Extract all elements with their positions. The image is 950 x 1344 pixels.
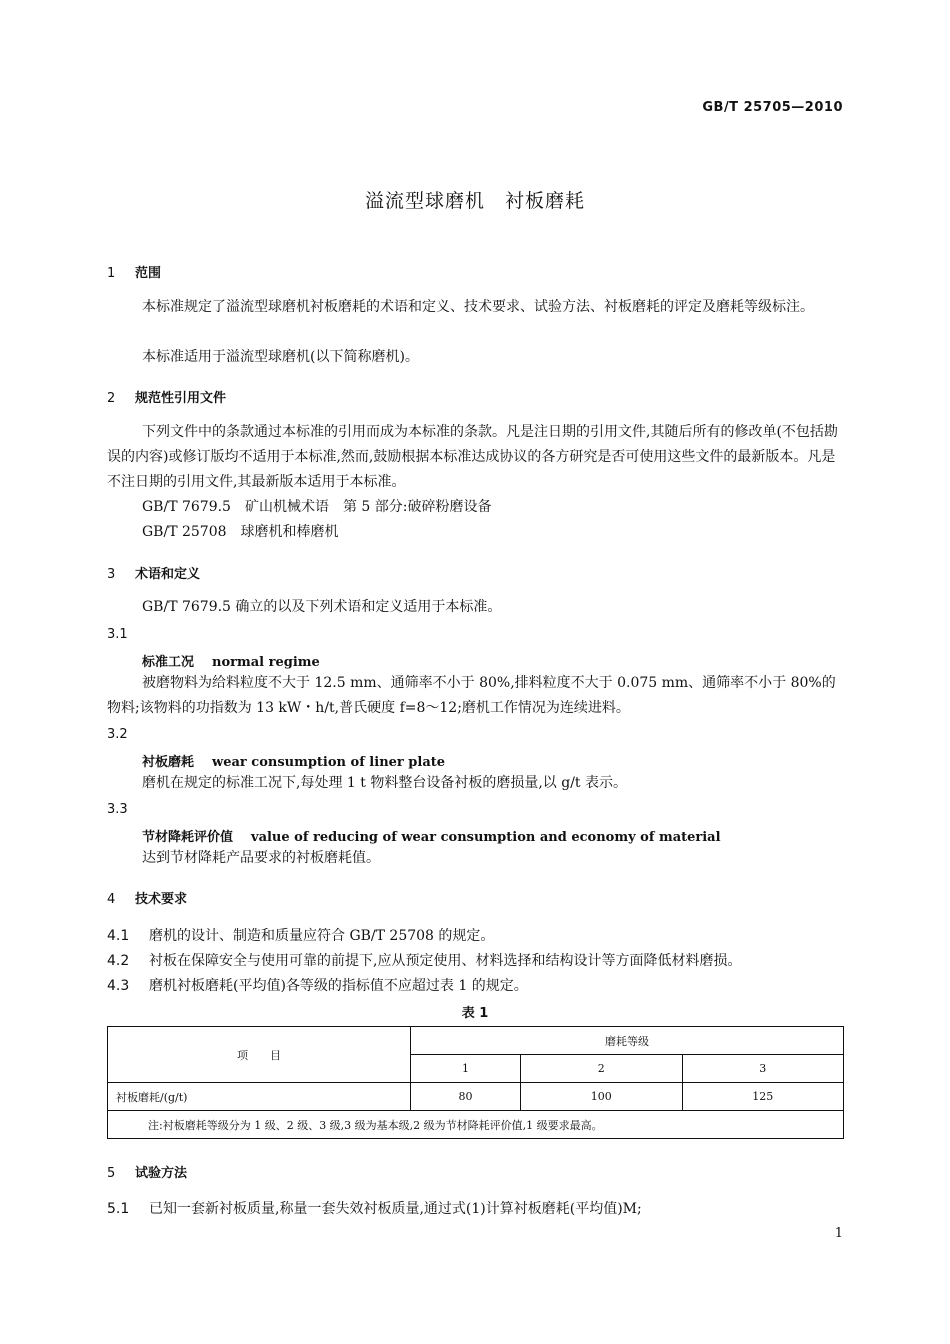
page-number: 1: [834, 1226, 843, 1241]
wear-grade-table: [107, 1026, 844, 1139]
section-number: 2: [107, 391, 116, 406]
clause-4-3: [107, 975, 528, 995]
term-heading: [142, 751, 445, 770]
grade-cell: 2: [521, 1055, 682, 1083]
clause-number: 4.2: [107, 953, 130, 969]
term-en: wear consumption of liner plate: [212, 755, 446, 770]
clause-text: 磨机衬板磨耗(平均值)各等级的指标值不应超过表 1 的规定。: [149, 978, 528, 994]
section-title: 术语和定义: [135, 567, 201, 582]
clause-number: 5.1: [107, 1201, 130, 1217]
section-title: 规范性引用文件: [135, 391, 227, 406]
reference-item: GB/T 25708 球磨机和棒磨机: [142, 524, 339, 540]
term-definition: 磨机在规定的标准工况下,每处理 1 t 物料整台设备衬板的磨损量,以 g/t 表示。: [142, 775, 627, 791]
references-paragraph: 下列文件中的条款通过本标准的引用而成为本标准的条款。凡是注日期的引用文件,其随后所有的修改单(不包括勘误的内容)或修订版均不适用于本标准,然而,鼓励根据本标准达成协议的各方研究是否可使用这些文件的最新版本。凡是不注日期的引用文件,其最新版本适用于本标准。: [107, 424, 838, 490]
clause-4-2: [107, 950, 741, 970]
section-number: 4: [107, 892, 116, 907]
term-definition: 被磨物料为给料粒度不大于 12.5 mm、通筛率不小于 80%,排料粒度不大于 0.075 mm、通筛率不小于 80%的物料;该物料的功指数为 13 kW・h/t,普氏硬度 f=8～12;磨机工作情况为连续进料。: [107, 675, 836, 716]
term-cn: 节材降耗评价值: [142, 830, 234, 845]
scope-paragraph-2: 本标准适用于溢流型球磨机(以下简称磨机)。: [142, 349, 419, 365]
term-cn: 标准工况: [142, 655, 195, 670]
item-header-cell: 项 目: [108, 1027, 411, 1083]
section-1-heading: [107, 262, 161, 281]
section-5-heading: [107, 1162, 187, 1181]
section-number: 1: [107, 266, 116, 281]
table-caption: 表 1: [461, 1006, 489, 1021]
term-en: value of reducing of wear consumption and economy of material: [251, 830, 721, 845]
clause-number: 4.1: [107, 928, 130, 944]
term-number: 3.2: [107, 727, 128, 742]
value-cell: 80: [411, 1083, 521, 1111]
grade-header-cell: 磨耗等级: [411, 1027, 844, 1055]
page-title: 溢流型球磨机 衬板磨耗: [364, 190, 585, 212]
grade-cell: 1: [411, 1055, 521, 1083]
clause-number: 4.3: [107, 978, 130, 994]
term-definition: 达到节材降耗产品要求的衬板磨耗值。: [142, 850, 380, 866]
section-title: 试验方法: [135, 1166, 188, 1181]
standard-code-header: GB/T 25705—2010: [702, 100, 843, 115]
term-en: normal regime: [212, 655, 320, 670]
clause-text: 已知一套新衬板质量,称量一套失效衬板质量,通过式(1)计算衬板磨耗(平均值)M;: [149, 1201, 642, 1217]
clause-4-1: [107, 925, 494, 945]
value-cell: 100: [521, 1083, 682, 1111]
clause-text: 衬板在保障安全与使用可靠的前提下,应从预定使用、材料选择和结构设计等方面降低材料磨损。: [149, 953, 742, 969]
section-title: 范围: [135, 266, 162, 281]
row-label-cell: 衬板磨耗/(g/t): [108, 1083, 411, 1111]
term-number: 3.1: [107, 627, 128, 642]
term-cn: 衬板磨耗: [142, 755, 195, 770]
terms-intro: GB/T 7679.5 确立的以及下列术语和定义适用于本标准。: [142, 599, 502, 615]
section-4-heading: [107, 888, 187, 907]
term-number: 3.3: [107, 802, 128, 817]
value-cell: 125: [682, 1083, 843, 1111]
table-note: 注:衬板磨耗等级分为 1 级、2 级、3 级,3 级为基本级,2 级为节材降耗评价值,1 级要求最高。: [108, 1111, 844, 1139]
term-heading: [142, 826, 721, 845]
section-2-heading: [107, 387, 226, 406]
clause-5-1: [107, 1198, 642, 1218]
scope-paragraph-1: 本标准规定了溢流型球磨机衬板磨耗的术语和定义、技术要求、试验方法、衬板磨耗的评定及磨耗等级标注。: [142, 299, 814, 315]
section-number: 5: [107, 1166, 116, 1181]
reference-item: GB/T 7679.5 矿山机械术语 第 5 部分:破碎粉磨设备: [142, 499, 492, 515]
term-heading: [142, 651, 320, 670]
grade-cell: 3: [682, 1055, 843, 1083]
section-number: 3: [107, 567, 116, 582]
section-title: 技术要求: [135, 892, 188, 907]
clause-text: 磨机的设计、制造和质量应符合 GB/T 25708 的规定。: [149, 928, 495, 944]
section-3-heading: [107, 563, 200, 582]
